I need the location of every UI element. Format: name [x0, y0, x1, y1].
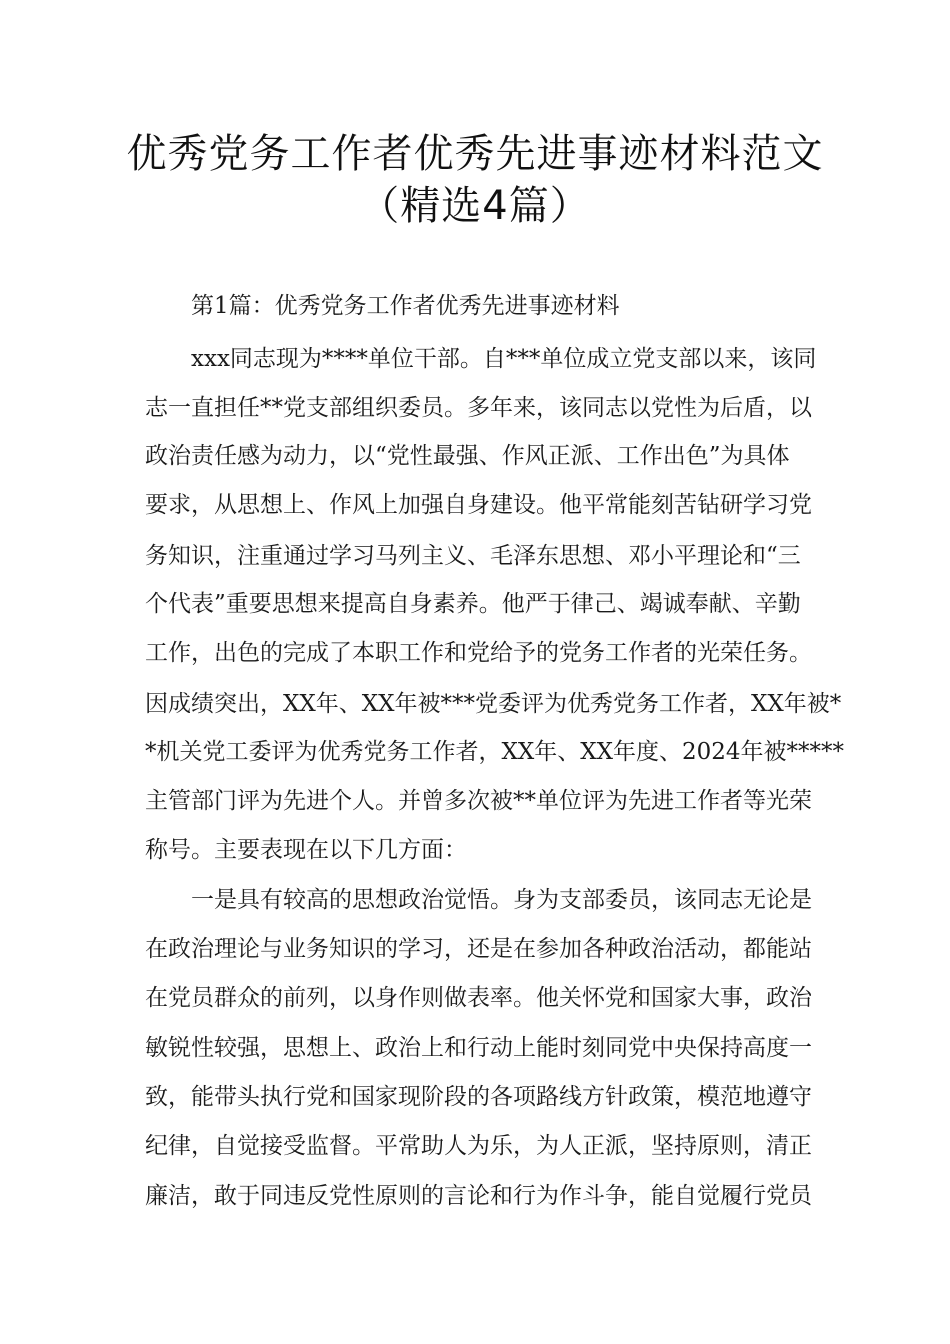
- paragraph-line: *机关党工委评为优秀党务工作者，XX年、XX年度、2024年被*****: [145, 739, 845, 765]
- paragraph-line: 务知识，注重通过学习马列主义、毛泽东思想、邓小平理论和“三: [145, 543, 801, 569]
- paragraph-line: 要求，从思想上、作风上加强自身建设。他平常能刻苦钻研学习党: [145, 492, 812, 518]
- paragraph-line: 廉洁，敢于同违反党性原则的言论和行为作斗争，能自觉履行党员: [145, 1183, 812, 1209]
- paragraph-line: 在党员群众的前列，以身作则做表率。他关怀党和国家大事，政治: [145, 985, 812, 1011]
- paragraph-line: 一是具有较高的思想政治觉悟。身为支部委员，该同志无论是: [191, 887, 812, 913]
- document-subtitle: （精选4篇）: [359, 183, 591, 229]
- paragraph-line: 志一直担任**党支部组织委员。多年来，该同志以党性为后盾，以: [145, 395, 812, 421]
- paragraph-line: 在政治理论与业务知识的学习，还是在参加各种政治活动，都能站: [145, 936, 812, 962]
- paragraph-line: 个代表”重要思想来提高自身素养。他严于律己、竭诚奉献、辛勤: [145, 591, 801, 617]
- paragraph-line: 工作，出色的完成了本职工作和党给予的党务工作者的光荣任务。: [145, 640, 812, 666]
- section-heading: 第1篇：优秀党务工作者优秀先进事迹材料: [191, 293, 620, 319]
- paragraph-line: 主管部门评为先进个人。并曾多次被**单位评为先进工作者等光荣: [145, 788, 812, 814]
- paragraph-line: 政治责任感为动力，以“党性最强、作风正派、工作出色”为具体: [145, 443, 790, 469]
- paragraph-line: 称号。主要表现在以下几方面：: [145, 837, 467, 863]
- paragraph-line: 敏锐性较强，思想上、政治上和行动上能时刻同党中央保持高度一: [145, 1035, 812, 1061]
- document-title: 优秀党务工作者优秀先进事迹材料范文: [126, 131, 824, 177]
- paragraph-line: 纪律，自觉接受监督。平常助人为乐，为人正派，坚持原则，清正: [145, 1133, 812, 1159]
- paragraph-line: 因成绩突出，XX年、XX年被***党委评为优秀党务工作者，XX年被*: [145, 691, 842, 717]
- paragraph-line: xxx同志现为****单位干部。自***单位成立党支部以来，该同: [191, 346, 817, 372]
- paragraph-line: 致，能带头执行党和国家现阶段的各项路线方针政策，模范地遵守: [145, 1084, 812, 1110]
